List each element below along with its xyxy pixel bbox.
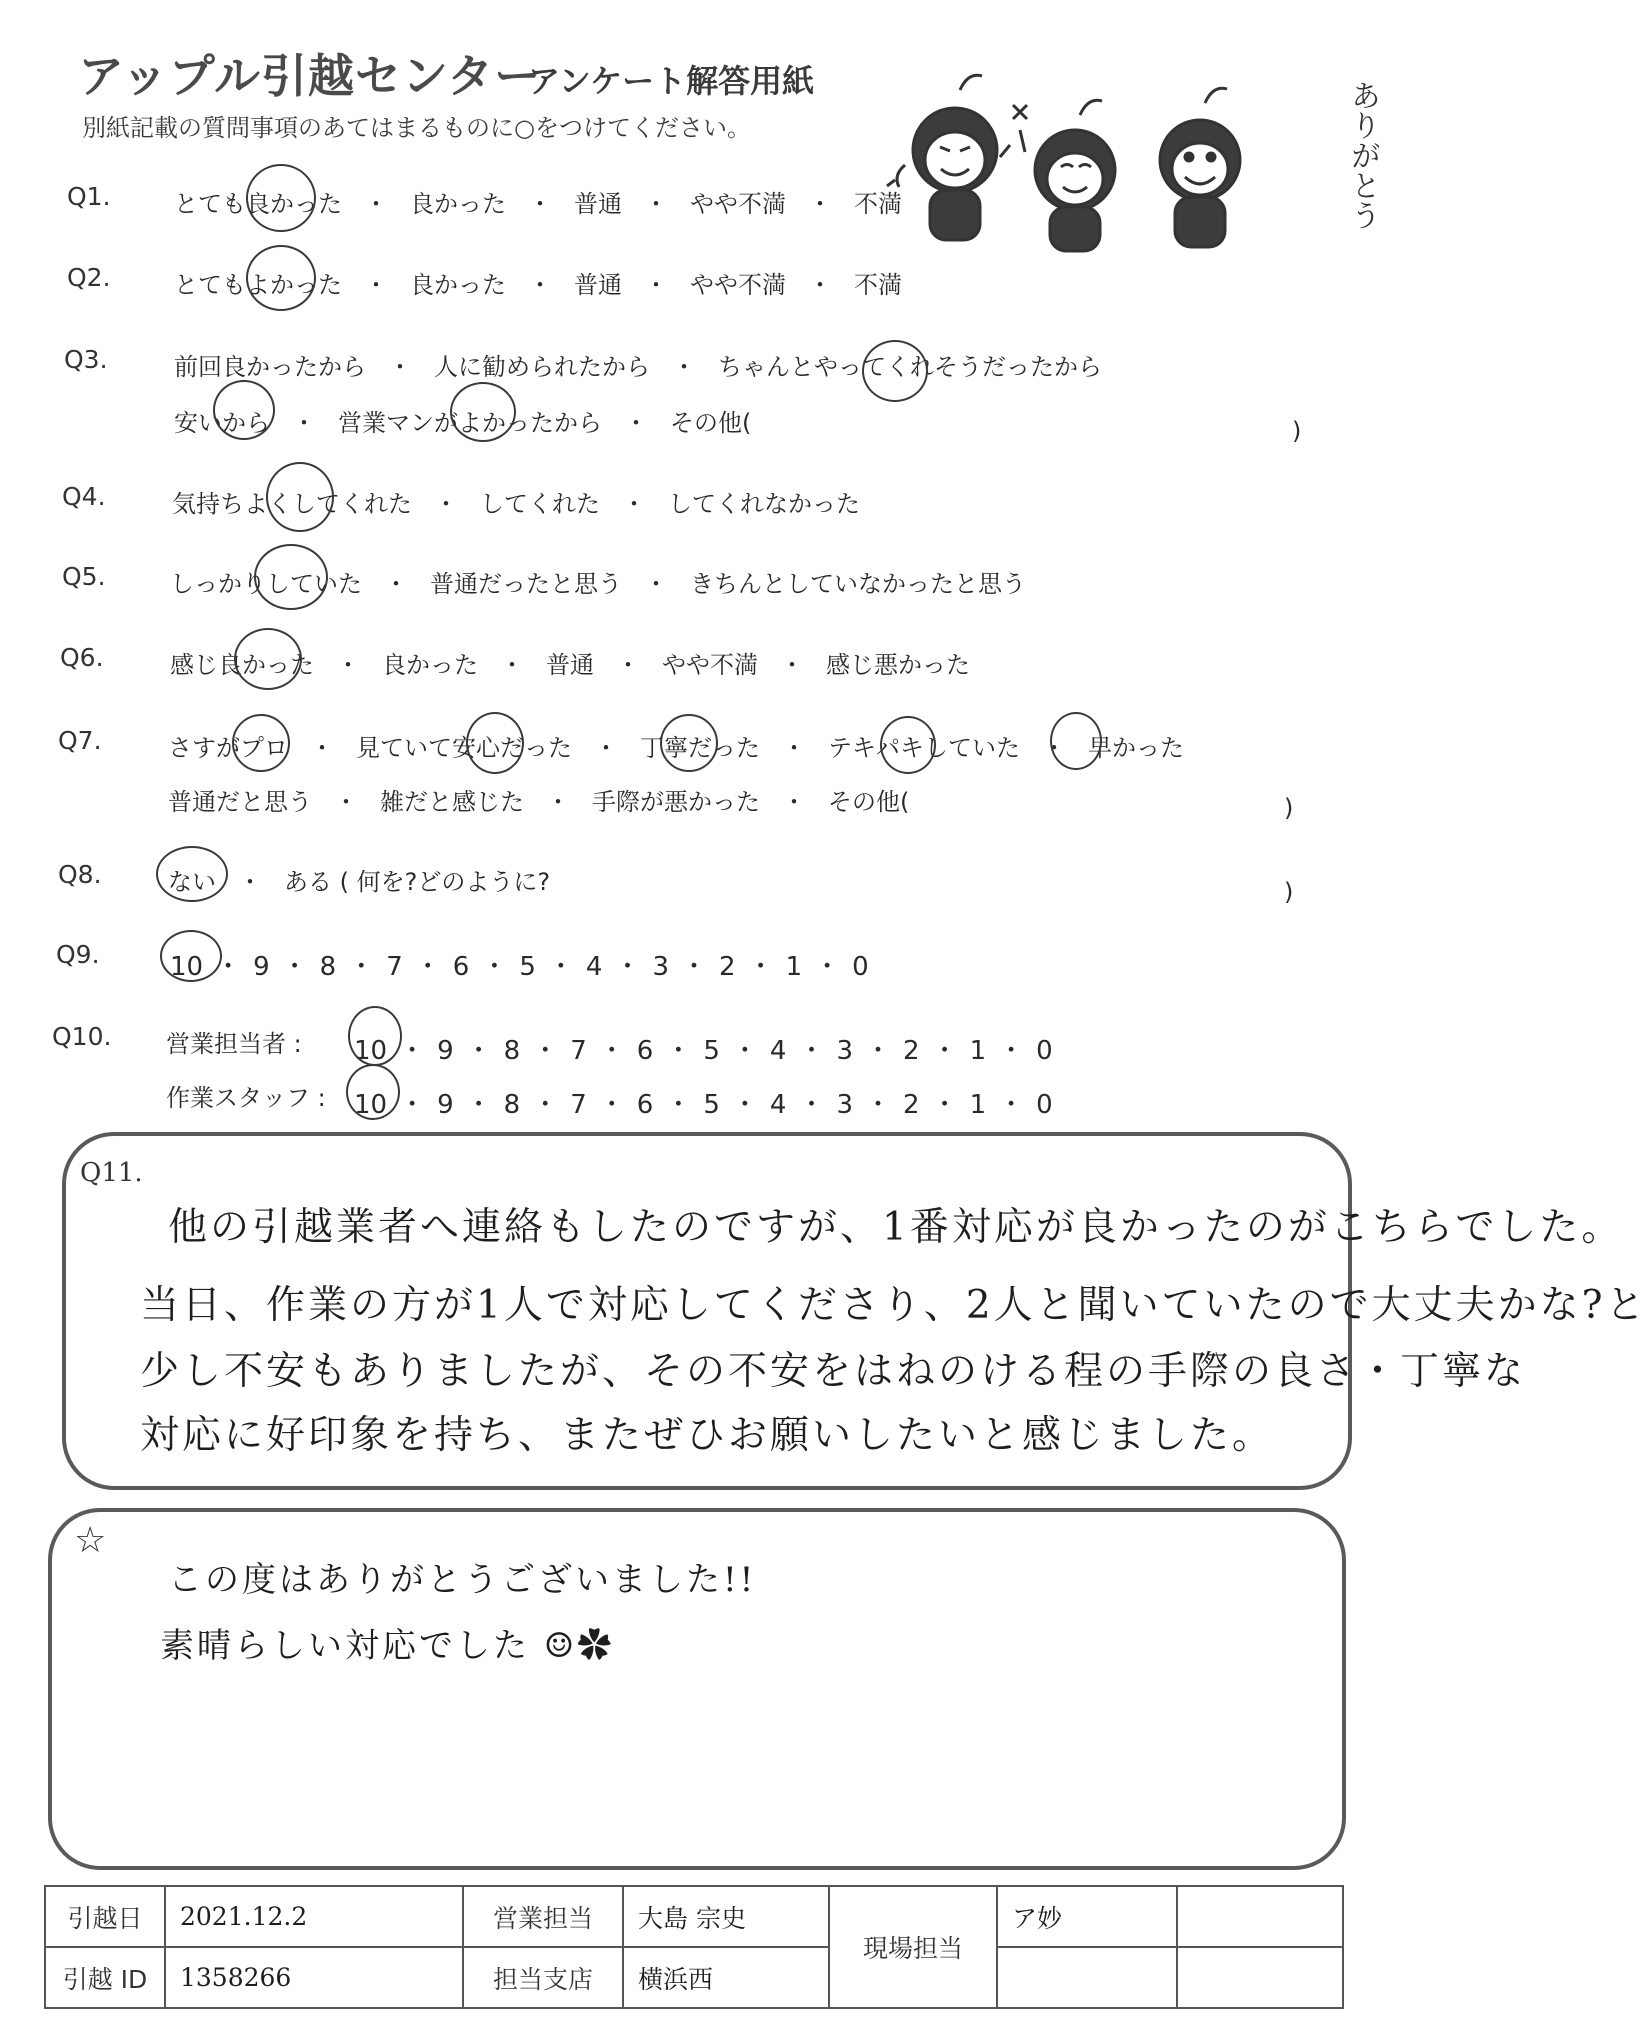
option[interactable]: してくれなかった: [668, 490, 860, 518]
question-number: Q6.: [60, 643, 104, 672]
form-title: アンケート解答用紙: [528, 62, 815, 100]
option[interactable]: 感じ悪かった: [826, 651, 970, 679]
score-option[interactable]: 0: [1036, 1036, 1053, 1066]
option[interactable]: その他(: [828, 788, 910, 816]
option[interactable]: 営業マンがよかったから: [338, 409, 602, 437]
selection-circle: [346, 1064, 400, 1120]
question-number: Q5.: [62, 562, 106, 591]
close-paren: ): [1284, 794, 1294, 822]
score-option[interactable]: 3: [836, 1090, 854, 1120]
score-option[interactable]: 8: [503, 1036, 521, 1066]
score-option[interactable]: 0: [852, 952, 869, 982]
option[interactable]: 前回良かったから: [174, 353, 366, 381]
score-option[interactable]: 1: [969, 1090, 987, 1120]
score-option[interactable]: 8: [503, 1090, 521, 1120]
option[interactable]: 不満: [854, 190, 902, 218]
option[interactable]: しっかりしていた: [170, 570, 362, 598]
question-number: Q2.: [67, 263, 111, 292]
comment-line: 少し不安もありましたが、その不安をはねのける程の手際の良さ・丁寧な: [140, 1349, 1527, 1394]
star-icon: ☆: [74, 1520, 107, 1561]
score-option[interactable]: 6: [636, 1036, 654, 1066]
question-number: Q9.: [56, 940, 100, 969]
selection-circle: [266, 462, 334, 532]
empty-cell: [1177, 1947, 1343, 2008]
score-option[interactable]: 6: [636, 1090, 654, 1120]
option[interactable]: やや不満: [662, 651, 758, 679]
selection-circle: [156, 846, 228, 902]
score-option[interactable]: 7: [386, 952, 403, 982]
option[interactable]: やや不満: [690, 190, 786, 218]
selection-circle: [660, 714, 718, 772]
score-option[interactable]: 2: [903, 1090, 920, 1120]
option[interactable]: 普通: [574, 271, 622, 299]
option[interactable]: 早かった: [1088, 734, 1184, 762]
option[interactable]: 安いから: [174, 409, 270, 437]
selection-circle: [450, 382, 516, 442]
move-id-value: 1358266: [165, 1947, 463, 2008]
option[interactable]: 良かった: [382, 651, 478, 679]
sales-rep-label: 営業担当: [463, 1886, 623, 1947]
thanks-text: ありがとう: [1345, 80, 1380, 230]
option[interactable]: さすがプロ: [168, 734, 288, 762]
score-option[interactable]: 2: [719, 952, 736, 982]
option[interactable]: とてもよかった: [174, 271, 342, 299]
sales-rep-label: 営業担当者 :: [166, 1030, 302, 1058]
option[interactable]: テキパキしていた: [828, 734, 1020, 762]
instructions: 別紙記載の質問事項のあてはまるものに○をつけてください。: [82, 114, 751, 142]
option[interactable]: 人に勧められたから: [434, 353, 650, 381]
comment-line: 対応に好印象を持ち、またぜひお願いしたいと感じました。: [140, 1413, 1275, 1458]
score-option[interactable]: 3: [652, 952, 670, 982]
site-manager-value: ア妙: [997, 1886, 1177, 1947]
score-option[interactable]: 5: [703, 1036, 720, 1066]
option[interactable]: 不満: [854, 271, 902, 299]
option[interactable]: 普通: [574, 190, 622, 218]
score-option[interactable]: 8: [319, 952, 337, 982]
selection-circle: [246, 245, 316, 311]
score-option[interactable]: 7: [570, 1036, 587, 1066]
score-option[interactable]: 5: [703, 1090, 720, 1120]
company-name: アップル引越センター: [78, 49, 542, 103]
selection-circle: [246, 164, 316, 232]
close-paren: ): [1284, 878, 1294, 906]
question-number: Q7.: [58, 726, 102, 755]
score-option[interactable]: 2: [903, 1036, 920, 1066]
score-option[interactable]: 1: [785, 952, 803, 982]
option[interactable]: ない: [168, 868, 216, 896]
option[interactable]: 手際が悪かった: [592, 788, 760, 816]
selection-circle: [862, 340, 928, 402]
option[interactable]: やや不満: [690, 271, 786, 299]
score-option[interactable]: 0: [1036, 1090, 1053, 1120]
option[interactable]: 普通だったと思う: [430, 570, 622, 598]
option[interactable]: とても良かった: [174, 190, 342, 218]
move-date-label: 引越日: [45, 1886, 165, 1947]
question-number: Q4.: [62, 482, 106, 511]
score-option[interactable]: 6: [452, 952, 470, 982]
branch-label: 担当支店: [463, 1947, 623, 2008]
question-number: Q3.: [64, 345, 108, 374]
score-option[interactable]: 10: [354, 1090, 388, 1120]
close-paren: ): [1292, 417, 1302, 445]
score-option[interactable]: 4: [585, 952, 603, 982]
option[interactable]: ある ( 何を?どのように?: [284, 868, 551, 896]
option[interactable]: 雑だと感じた: [380, 788, 524, 816]
question-number: Q1.: [67, 182, 111, 211]
move-info-table: [44, 1885, 1344, 2009]
score-option[interactable]: 4: [769, 1090, 787, 1120]
message-line: 素晴らしい対応でした ☺✿: [160, 1626, 615, 1666]
site-manager-label: 現場担当: [829, 1886, 997, 2008]
option[interactable]: 気持ちよくしてくれた: [172, 490, 412, 518]
empty-cell: [997, 1947, 1177, 2008]
selection-circle: [880, 716, 936, 774]
option[interactable]: 普通だと思う: [168, 788, 312, 816]
comment-line: 他の引越業者へ連絡もしたのですが、1番対応が良かったのがこちらでした。: [168, 1205, 1624, 1250]
option[interactable]: 良かった: [410, 271, 506, 299]
option[interactable]: 丁寧だった: [640, 734, 760, 762]
selection-circle: [466, 712, 524, 774]
score-option[interactable]: 7: [570, 1090, 587, 1120]
q11-label: Q11.: [80, 1158, 143, 1188]
score-option[interactable]: 5: [519, 952, 536, 982]
selection-circle: [254, 544, 328, 610]
score-option[interactable]: 9: [253, 952, 270, 982]
selection-circle: [1050, 712, 1102, 770]
selection-circle: [348, 1006, 402, 1066]
score-option[interactable]: 4: [769, 1036, 787, 1066]
move-id-label: 引越 ID: [45, 1947, 165, 2008]
message-line: この度はありがとうございました!!: [168, 1560, 757, 1600]
monkey-3-icon: [1160, 88, 1240, 247]
mascot-illustration: [885, 55, 1355, 255]
branch-value: 横浜西: [623, 1947, 829, 2008]
sales-rep-value: 大島 宗史: [623, 1886, 829, 1947]
option[interactable]: その他(: [670, 409, 752, 437]
score-option[interactable]: 10: [354, 1036, 388, 1066]
score-option[interactable]: 10: [170, 952, 204, 982]
selection-circle: [160, 930, 222, 982]
option[interactable]: 感じ良かった: [170, 651, 314, 679]
option[interactable]: ちゃんとやってくれそうだったから: [718, 353, 1102, 381]
question-number: Q8.: [58, 860, 102, 889]
comment-line: 当日、作業の方が1人で対応してくださり、2人と聞いていたので大丈夫かな?と: [140, 1283, 1648, 1328]
option[interactable]: 良かった: [410, 190, 506, 218]
option[interactable]: きちんとしていなかったと思う: [690, 570, 1026, 598]
score-option[interactable]: 3: [836, 1036, 854, 1066]
selection-circle: [213, 380, 275, 440]
score-option[interactable]: 9: [437, 1036, 454, 1066]
score-option[interactable]: 9: [437, 1090, 454, 1120]
option[interactable]: 見ていて安心だった: [356, 734, 572, 762]
option[interactable]: 普通: [546, 651, 594, 679]
monkey-2-icon: [1000, 100, 1115, 251]
selection-circle: [232, 714, 290, 772]
option[interactable]: してくれた: [480, 490, 600, 518]
work-staff-label: 作業スタッフ :: [166, 1084, 326, 1112]
score-option[interactable]: 1: [969, 1036, 987, 1066]
empty-cell: [1177, 1886, 1343, 1947]
move-date-value: 2021.12.2: [165, 1886, 463, 1947]
selection-circle: [234, 628, 302, 690]
question-number: Q10.: [52, 1022, 112, 1051]
